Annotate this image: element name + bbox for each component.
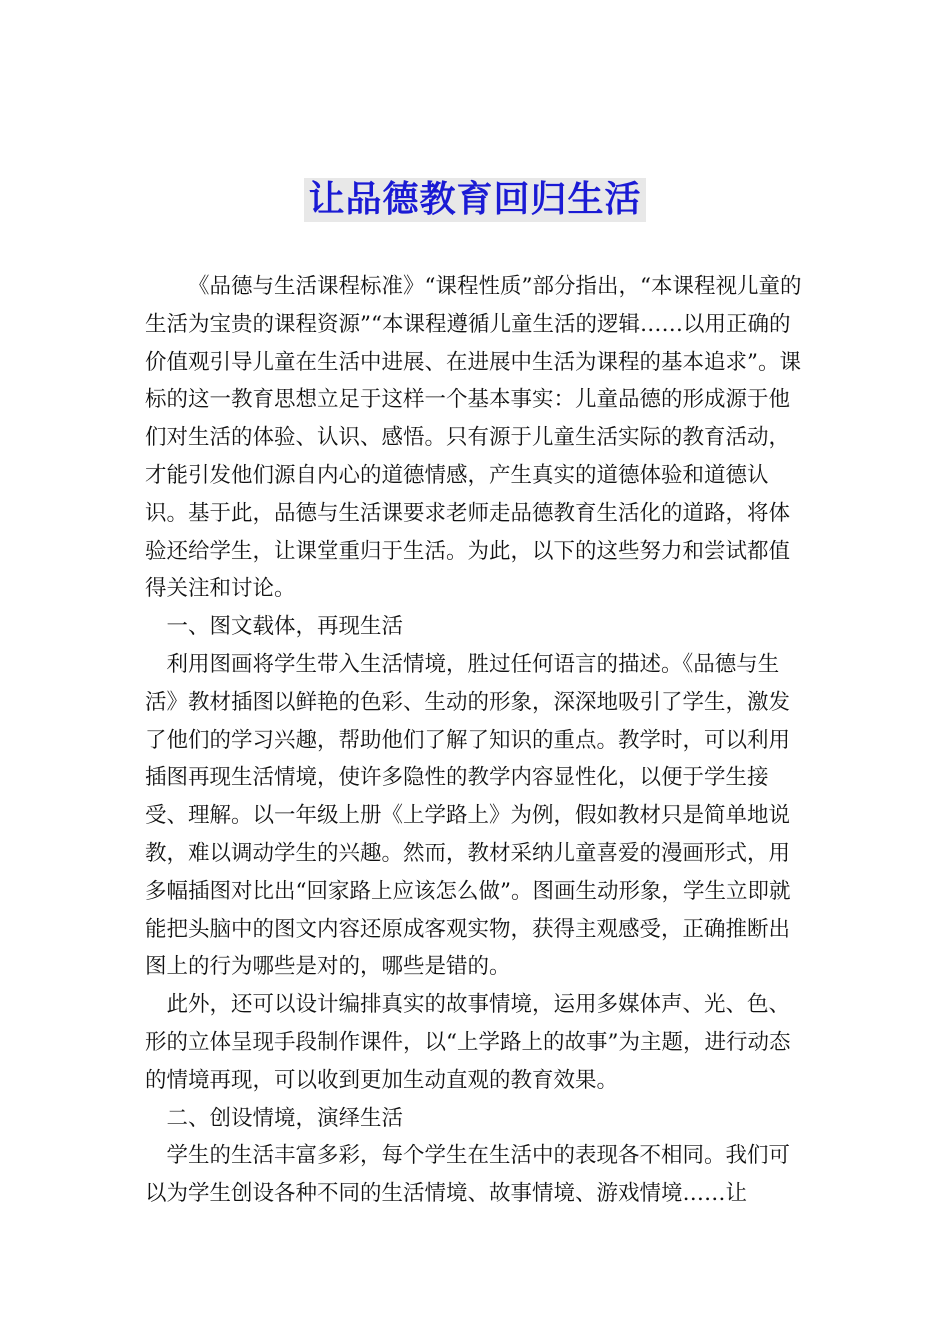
paragraph-section-1: 利用图画将学生带入生活情境，胜过任何语言的描述。《品德与生活》教材插图以鲜艳的色彩、生动的形象，深深地吸引了学生，激发了他们的学习兴趣，帮助他们了解了知识的重点。教学时，可以利用插图再现生活情境，使许多隐性的教学内容显性化，以便于学生接受、理解。以一年级上册《上学路上》为例，假如教材只是简单地说教，难以调动学生的兴趣。然而，教材采纳儿童喜爱的漫画形式，用多幅插图对比出“回家路上应该怎么做”。图画生动形象，学生立即就能把头脑中的图文内容还原成客观实物，获得主观感受，正确推断出图上的行为哪些是对的，哪些是错的。 bbox=[145, 651, 791, 980]
paragraph-section-2: 学生的生活丰富多彩，每个学生在生活中的表现各不相同。我们可以为学生创设各种不同的生活情境、故事情境、游戏情境……让 bbox=[145, 1143, 791, 1207]
document-title: 让品德教育回归生活 bbox=[304, 178, 645, 222]
title-container bbox=[0, 178, 950, 222]
section-heading-1: 一、图文载体，再现生活 bbox=[166, 614, 404, 640]
section-heading-2: 二、创设情境，演绎生活 bbox=[166, 1105, 404, 1131]
paragraph-section-1-extra: 此外，还可以设计编排真实的故事情境，运用多媒体声、光、色、形的立体呈现手段制作课件，以“上学路上的故事”为主题，进行动态的情境再现，可以收到更加生动直观的教育效果。 bbox=[145, 992, 791, 1093]
paragraph-intro: 《品德与生活课程标准》“课程性质”部分指出，“本课程视儿童的生活为宝贵的课程资源”“本课程遵循儿童生活的逻辑……以用正确的价值观引导儿童在生活中进展、在进展中生活为课程的基本追求”。课标的这一教育思想立足于这样一个基本事实：儿童品德的形成源于他们对生活的体验、认识、感悟。只有源于儿童生活实际的教育活动，才能引发他们源自内心的道德情感，产生真实的道德体验和道德认识。基于此，品德与生活课要求老师走品德教育生活化的道路，将体验还给学生，让课堂重归于生活。为此，以下的这些努力和尝试都值得关注和讨论。 bbox=[145, 274, 802, 602]
document-body bbox=[145, 268, 807, 1213]
